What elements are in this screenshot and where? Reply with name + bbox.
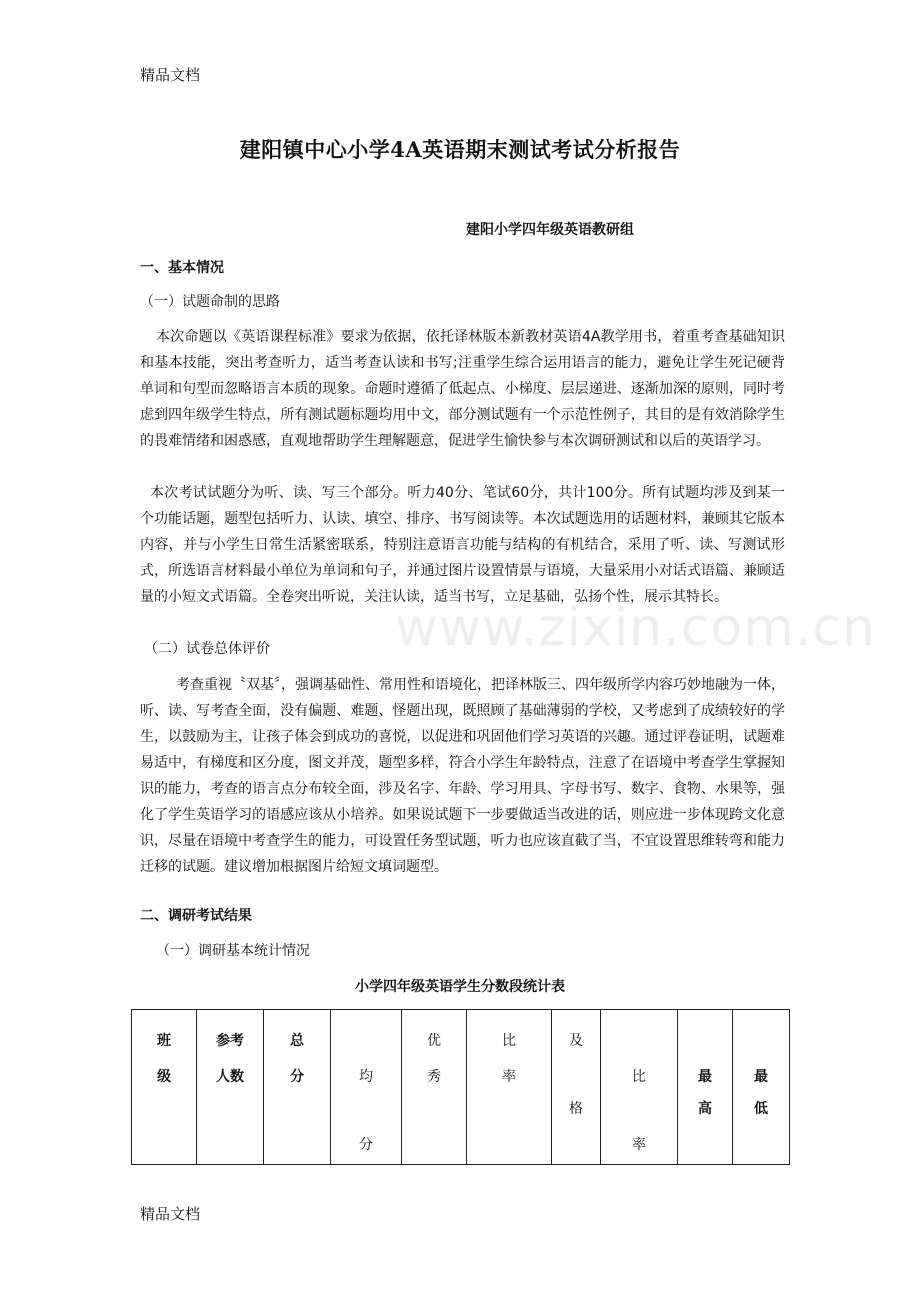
paragraph-test-structure: 本次考试试题分为听、读、写三个部分。听力40分、笔试60分，共计100分。所有试题均涉及到某一个功能话题，题型包括听力、认读、填空、排序、书写阅读等。本次试题选用的话题材料，兼顾其它版本内容，并与小学生日常生活紧密联系，特别注意语言功能与结构的有机结合，采用了听、读、写测试形式，所选语言材料最小单位为单词和句子，并通过图片设置情景与语境，大量采用小对话式语篇、兼顾适量的小短文式语篇。全卷突出听说，关注认读，适当书写，立足基础，弘扬个性，展示其特长。	[140, 485, 785, 605]
header-cell-total-score: 总 分	[264, 1010, 331, 1165]
header-cell-participants: 参考 人数	[197, 1010, 264, 1165]
header-cell-class: 班 级	[132, 1010, 197, 1165]
subsection-heading-overall-evaluation: （二）试卷总体评价	[144, 641, 270, 657]
subsection-heading-design-idea: （一）试题命制的思路	[140, 294, 280, 310]
header-cell-pass-rate: 比 率	[601, 1010, 678, 1165]
paragraph-overall-evaluation: 考查重视〝双基〞，强调基础性、常用性和语境化，把译林版三、四年级所学内容巧妙地融为一体，听、读、写考查全面，没有偏题、难题、怪题出现，既照顾了基础薄弱的学校，又考虑到了成绩较好的学生，以鼓励为主，让孩子体会到成功的喜悦，以促进和巩固他们学习英语的兴趣。通过评卷证明，试题难易适中，有梯度和区分度，图文并茂，题型多样，符合小学生年龄特点，注意了在语境中考查学生掌握知识的能力，考查的语言点分布较全面，涉及名字、年龄、学习用具、字母书写、数字、食物、水果等，强化了学生英语学习的语感应该从小培养。如果说试题下一步要做适当改进的话，则应进一步体现跨文化意识，尽量在语境中考查学生的能力，可设置任务型试题，听力也应该直截了当，不宜设置思维转弯和能力迁移的试题。建议增加根据图片给短文填词题型。	[140, 677, 785, 875]
header-cell-highest: 最 高	[678, 1010, 733, 1165]
header-cell-average: 均 分	[331, 1010, 402, 1165]
footer-watermark-label: 精品文档	[140, 1205, 201, 1223]
author-line: 建阳小学四年级英语教研组	[466, 222, 634, 238]
header-cell-excellent-rate: 比 率	[467, 1010, 552, 1165]
header-cell-excellent: 优 秀	[402, 1010, 467, 1165]
table-header-row	[132, 1010, 790, 1165]
header-cell-lowest: 最 低	[733, 1010, 790, 1165]
document-title: 建阳镇中心小学4A英语期末测试考试分析报告	[239, 137, 681, 162]
section-heading-basic-info: 一、基本情况	[140, 260, 224, 276]
header-watermark-label: 精品文档	[140, 66, 201, 84]
score-statistics-table	[131, 1009, 790, 1165]
site-watermark: www.zixin.com.cn	[395, 598, 876, 658]
paragraph-design-idea: 本次命题以《英语课程标准》要求为依据，依托译林版本新教材英语4A教学用书，着重考查基础知识和基本技能，突出考查听力，适当考查认读和书写;注重学生综合运用语言的能力，避免让学生死记硬背单词和句型而忽略语言本质的现象。命题时遵循了低起点、小梯度、层层递进、逐渐加深的原则，同时考虑到四年级学生特点，所有测试题标题均用中文，部分测试题有一个示范性例子，其目的是有效消除学生的畏难情绪和困惑感，直观地帮助学生理解题意，促进学生愉快参与本次调研测试和以后的英语学习。	[140, 329, 785, 449]
table-title: 小学四年级英语学生分数段统计表	[355, 979, 565, 995]
section-heading-results: 二、调研考试结果	[140, 908, 252, 924]
header-cell-pass: 及 格	[552, 1010, 601, 1165]
subsection-heading-statistics: （一）调研基本统计情况	[156, 943, 310, 959]
